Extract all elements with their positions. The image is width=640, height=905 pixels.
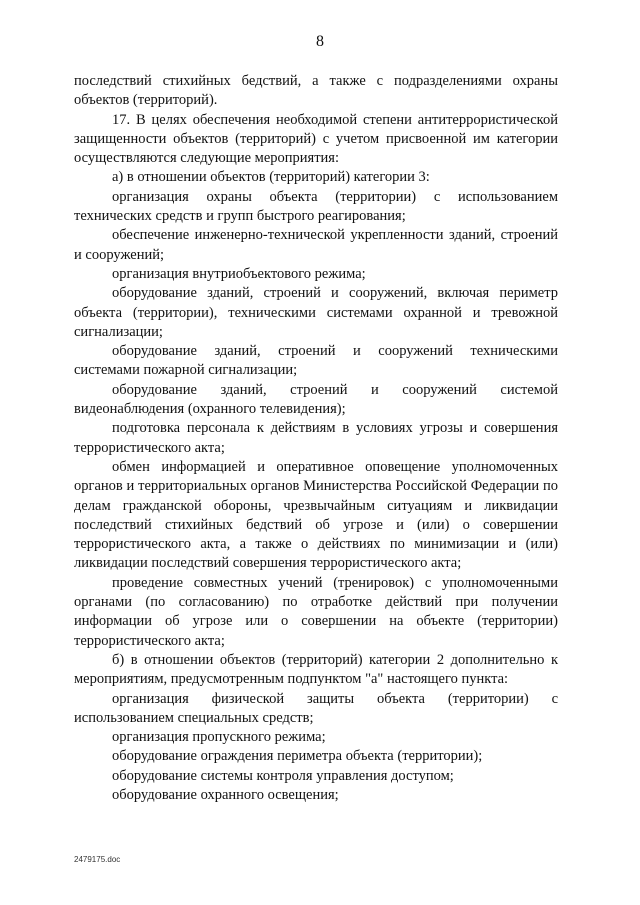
paragraph-4: организация охраны объекта (территории) с использованием технических средств и групп быстрого реагирования;	[74, 188, 558, 225]
paragraph-2: 17. В целях обеспечения необходимой степени антитеррористической защищенности объектов (территорий) с учетом присвоенной им категории осуществляются следующие мероприятия:	[74, 111, 558, 167]
document-file-reference: 2479175.doc	[74, 855, 121, 864]
paragraph-12: проведение совместных учений (тренировок) с уполномоченными органами (по согласованию) по отработке действий при получении информации об угрозе или о совершении на объекте (территории) террористического акта;	[74, 574, 558, 649]
paragraph-5: обеспечение инженерно-технической укрепленности зданий, строений и сооружений;	[74, 227, 558, 263]
paragraph-18: оборудование охранного освещения;	[112, 786, 339, 803]
paragraph-14: организация физической защиты объекта (территории) с использованием специальных средств;	[74, 690, 558, 726]
paragraph-9: оборудование зданий, строений и сооружений системой видеонаблюдения (охранного телевидения);	[74, 381, 558, 418]
paragraph-16: оборудование ограждения периметра объекта (территории);	[112, 748, 483, 765]
paragraph-1: последствий стихийных бедствий, а также с подразделениями охраны объектов (территорий).	[74, 73, 558, 109]
paragraph-8: оборудование зданий, строений и сооружений техническими системами пожарной сигнализации;	[74, 343, 558, 379]
paragraph-7: оборудование зданий, строений и сооружений, включая периметр объекта (территории), техническими системами охранной и тревожной сигнализации;	[74, 285, 558, 340]
paragraph-13: б) в отношении объектов (территорий) категории 2 дополнительно к мероприятиям, предусмотренным подпунктом "а" настоящего пункта:	[74, 651, 558, 688]
paragraph-11: обмен информацией и оперативное оповещение уполномоченных органов и территориальных органов Министерства Российской Федерации по делам гражданской обороны, чрезвычайным ситуациям и ликвидации последствий стихийных бедствий об угрозе и (или) о совершении террористического акта, а также о действиях по минимизации и (или) ликвидации последствий совершения террористического акта;	[74, 458, 558, 572]
paragraph-3: а) в отношении объектов (территорий) категории 3:	[112, 169, 430, 186]
document-body	[74, 72, 558, 805]
paragraph-15: организация пропускного режима;	[112, 729, 326, 746]
paragraph-6: организация внутриобъектового режима;	[112, 265, 366, 282]
paragraph-17: оборудование системы контроля управления доступом;	[112, 767, 454, 784]
page-number: 8	[316, 33, 324, 50]
paragraph-10: подготовка персонала к действиям в условиях угрозы и совершения террористического акта;	[74, 420, 558, 456]
